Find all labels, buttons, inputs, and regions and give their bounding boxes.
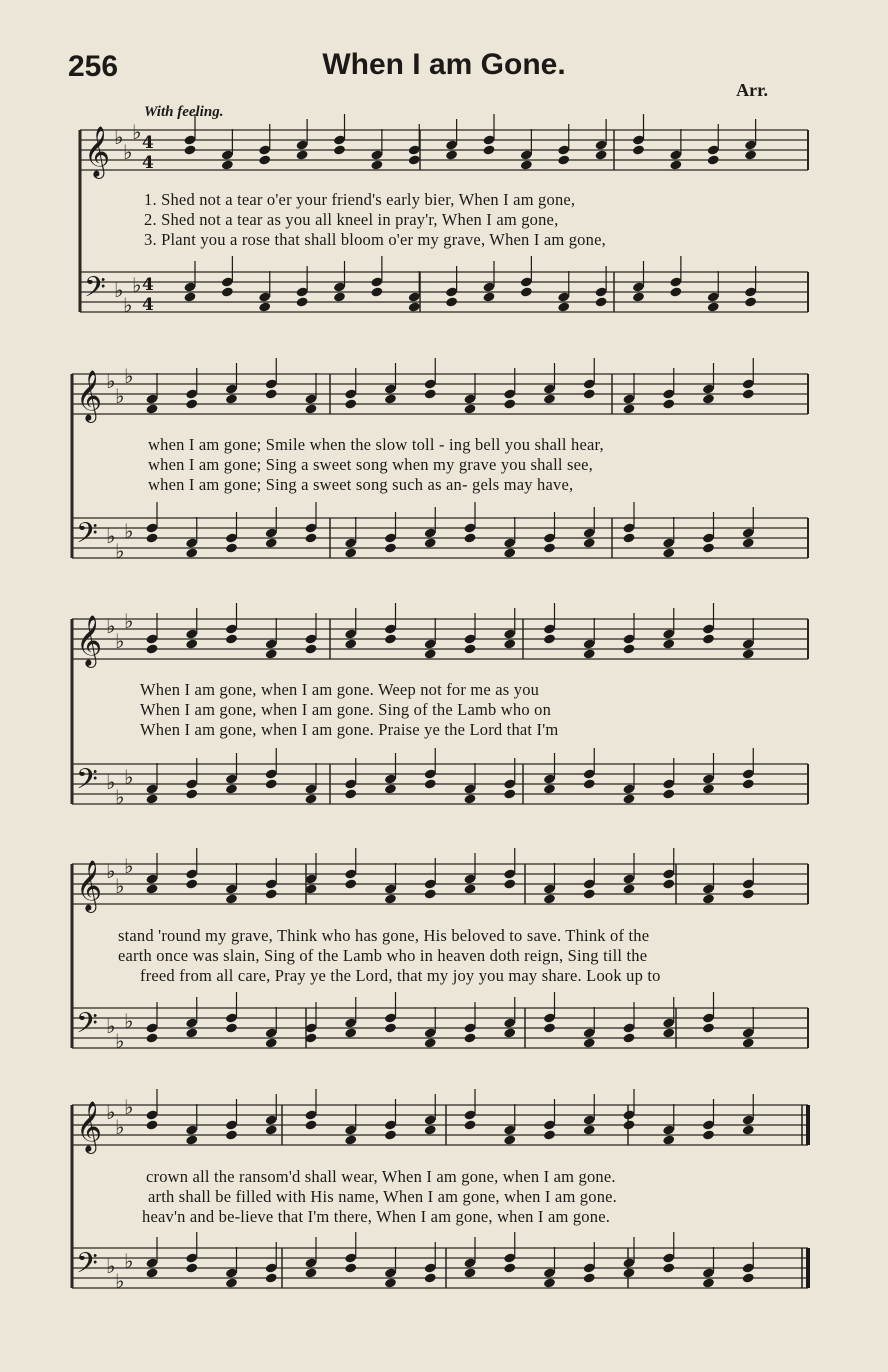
lyric-line: 1. Shed not a tear o'er your friend's early bier, When I am gone,: [144, 190, 576, 209]
note-head: [258, 301, 271, 312]
note-head: [145, 1032, 158, 1043]
note-head: [445, 149, 458, 160]
note-head: [333, 144, 346, 155]
treble-clef-icon: 𝄞: [76, 370, 103, 421]
note-head: [225, 783, 238, 794]
note-head: [424, 537, 437, 548]
bass-clef-icon: 𝄢: [76, 1007, 98, 1047]
note-head: [595, 296, 608, 307]
note-head: [424, 648, 437, 659]
note-head: [408, 154, 421, 165]
note-head: [304, 1267, 317, 1278]
note-head: [662, 878, 675, 889]
note-head: [384, 893, 397, 904]
note-head: [225, 1022, 238, 1033]
flat-sign-icon: ♭: [106, 1100, 116, 1124]
note-head: [463, 1267, 476, 1278]
time-signature-bottom: 4: [142, 295, 154, 315]
note-head: [702, 1129, 715, 1140]
note-head: [265, 1272, 278, 1283]
page-number: 256: [68, 50, 119, 83]
note-head: [543, 1277, 556, 1288]
note-head: [424, 1272, 437, 1283]
note-head: [463, 793, 476, 804]
note-head: [742, 537, 755, 548]
note-head: [622, 883, 635, 894]
note-head: [225, 1129, 238, 1140]
note-head: [583, 888, 596, 899]
note-head: [185, 1134, 198, 1145]
note-head: [185, 878, 198, 889]
time-signature-top: 4: [142, 275, 154, 295]
note-head: [185, 547, 198, 558]
note-head: [265, 537, 278, 548]
note-head: [543, 633, 556, 644]
time-signature-top: 4: [142, 133, 154, 153]
bass-clef-icon: 𝄢: [76, 517, 98, 557]
tempo-marking: With feeling.: [144, 104, 224, 120]
note-head: [463, 883, 476, 894]
note-head: [557, 154, 570, 165]
note-head: [183, 291, 196, 302]
flat-sign-icon: ♭: [123, 140, 133, 164]
note-head: [304, 403, 317, 414]
note-head: [583, 537, 596, 548]
note-head: [702, 542, 715, 553]
flat-sign-icon: ♭: [124, 1095, 134, 1119]
note-head: [662, 547, 675, 558]
note-head: [702, 633, 715, 644]
note-head: [482, 291, 495, 302]
note-head: [662, 788, 675, 799]
note-head: [622, 532, 635, 543]
arranger-credit: Arr.: [736, 80, 768, 100]
note-head: [707, 301, 720, 312]
note-head: [583, 1037, 596, 1048]
note-head: [424, 1037, 437, 1048]
note-head: [520, 286, 533, 297]
flat-sign-icon: ♭: [132, 120, 142, 144]
note-head: [742, 778, 755, 789]
note-head: [408, 301, 421, 312]
note-head: [520, 159, 533, 170]
note-head: [344, 547, 357, 558]
note-head: [265, 888, 278, 899]
flat-sign-icon: ♭: [114, 278, 124, 302]
lyric-line: heav'n and be-lieve that I'm there, When I am gone, when I am gone.: [142, 1207, 611, 1226]
note-head: [225, 633, 238, 644]
note-head: [543, 783, 556, 794]
note-head: [344, 1134, 357, 1145]
lyric-line: when I am gone; Sing a sweet song when my grave you shall see,: [148, 455, 593, 474]
note-head: [370, 286, 383, 297]
note-head: [742, 388, 755, 399]
note-head: [225, 393, 238, 404]
note-head: [424, 888, 437, 899]
note-head: [702, 783, 715, 794]
flat-sign-icon: ♭: [106, 770, 116, 794]
note-head: [742, 1037, 755, 1048]
flat-sign-icon: ♭: [123, 293, 133, 317]
note-head: [543, 893, 556, 904]
note-head: [662, 398, 675, 409]
note-head: [145, 403, 158, 414]
note-head: [344, 788, 357, 799]
lyric-line: when I am gone; Sing a sweet song such as an- gels may have,: [148, 475, 574, 494]
note-head: [744, 149, 757, 160]
note-head: [744, 296, 757, 307]
note-head: [543, 393, 556, 404]
note-head: [503, 1134, 516, 1145]
note-head: [622, 793, 635, 804]
note-head: [662, 1262, 675, 1273]
note-head: [583, 648, 596, 659]
lyric-line: arth shall be filled with His name, When I am gone, when I am gone.: [148, 1187, 618, 1206]
note-head: [225, 1277, 238, 1288]
bass-clef-icon: 𝄢: [76, 1247, 98, 1287]
note-head: [742, 888, 755, 899]
flat-sign-icon: ♭: [114, 125, 124, 149]
note-head: [384, 542, 397, 553]
note-head: [384, 1022, 397, 1033]
note-head: [503, 398, 516, 409]
note-head: [384, 783, 397, 794]
note-head: [145, 1267, 158, 1278]
note-head: [258, 154, 271, 165]
note-head: [543, 1022, 556, 1033]
note-head: [145, 793, 158, 804]
note-head: [185, 1262, 198, 1273]
note-head: [543, 1129, 556, 1140]
note-head: [304, 532, 317, 543]
note-head: [543, 542, 556, 553]
flat-sign-icon: ♭: [132, 273, 142, 297]
note-head: [265, 1124, 278, 1135]
lyric-line: crown all the ransom'd shall wear, When I am gone, when I am gone.: [146, 1167, 616, 1186]
note-head: [145, 532, 158, 543]
note-head: [225, 542, 238, 553]
note-head: [503, 878, 516, 889]
note-head: [221, 286, 234, 297]
note-head: [632, 144, 645, 155]
note-head: [384, 1277, 397, 1288]
note-head: [225, 893, 238, 904]
lyric-line: freed from all care, Pray ye the Lord, that my joy you may share. Look up to: [140, 966, 661, 985]
flat-sign-icon: ♭: [115, 1029, 125, 1053]
note-head: [185, 398, 198, 409]
flat-sign-icon: ♭: [115, 1115, 125, 1139]
note-head: [304, 793, 317, 804]
flat-sign-icon: ♭: [115, 1269, 125, 1293]
flat-sign-icon: ♭: [124, 609, 134, 633]
note-head: [183, 144, 196, 155]
lyric-line: when I am gone; Smile when the slow toll - ing bell you shall hear,: [148, 435, 604, 454]
note-head: [463, 643, 476, 654]
treble-clef-icon: 𝄞: [76, 615, 103, 666]
flat-sign-icon: ♭: [106, 369, 116, 393]
flat-sign-icon: ♭: [124, 1249, 134, 1273]
note-head: [662, 1027, 675, 1038]
note-head: [702, 1277, 715, 1288]
note-head: [662, 638, 675, 649]
note-head: [463, 1119, 476, 1130]
note-head: [344, 638, 357, 649]
lyric-line: 3. Plant you a rose that shall bloom o'er my grave, When I am gone,: [144, 230, 606, 249]
flat-sign-icon: ♭: [106, 524, 116, 548]
note-head: [463, 403, 476, 414]
note-head: [482, 144, 495, 155]
note-head: [296, 149, 309, 160]
note-head: [622, 1032, 635, 1043]
note-head: [384, 633, 397, 644]
treble-clef-icon: 𝄞: [84, 126, 111, 177]
note-head: [622, 1119, 635, 1130]
lyric-line: When I am gone, when I am gone. Sing of the Lamb who on: [140, 700, 552, 719]
note-head: [707, 154, 720, 165]
flat-sign-icon: ♭: [124, 765, 134, 789]
flat-sign-icon: ♭: [124, 854, 134, 878]
flat-sign-icon: ♭: [106, 614, 116, 638]
note-head: [742, 1124, 755, 1135]
note-head: [463, 1032, 476, 1043]
note-head: [595, 149, 608, 160]
lyric-line: When I am gone, when I am gone. Praise ye the Lord that I'm: [140, 720, 559, 739]
note-head: [185, 638, 198, 649]
note-head: [463, 532, 476, 543]
note-head: [145, 883, 158, 894]
note-head: [185, 788, 198, 799]
note-head: [145, 643, 158, 654]
note-head: [669, 286, 682, 297]
note-head: [622, 1267, 635, 1278]
note-head: [702, 1022, 715, 1033]
bass-clef-icon: 𝄢: [84, 271, 106, 311]
note-head: [632, 291, 645, 302]
note-head: [344, 1262, 357, 1273]
note-head: [384, 1129, 397, 1140]
note-head: [583, 1272, 596, 1283]
note-head: [185, 1027, 198, 1038]
bass-clef-icon: 𝄢: [76, 763, 98, 803]
note-head: [702, 393, 715, 404]
note-head: [622, 643, 635, 654]
note-head: [742, 1272, 755, 1283]
lyric-line: 2. Shed not a tear as you all kneel in pray'r, When I am gone,: [144, 210, 559, 229]
note-head: [669, 159, 682, 170]
note-head: [503, 638, 516, 649]
note-head: [344, 398, 357, 409]
note-head: [583, 778, 596, 789]
note-head: [265, 648, 278, 659]
flat-sign-icon: ♭: [124, 1009, 134, 1033]
flat-sign-icon: ♭: [115, 539, 125, 563]
flat-sign-icon: ♭: [124, 519, 134, 543]
flat-sign-icon: ♭: [115, 785, 125, 809]
note-head: [344, 1027, 357, 1038]
note-head: [424, 1124, 437, 1135]
note-head: [622, 403, 635, 414]
lyric-line: earth once was slain, Sing of the Lamb who in heaven doth reign, Sing till the: [118, 946, 648, 965]
note-head: [503, 1262, 516, 1273]
flat-sign-icon: ♭: [106, 859, 116, 883]
time-signature-bottom: 4: [142, 153, 154, 173]
note-head: [304, 1119, 317, 1130]
note-head: [370, 159, 383, 170]
note-head: [503, 547, 516, 558]
note-head: [702, 893, 715, 904]
lyric-line: When I am gone, when I am gone. Weep not for me as you: [140, 680, 540, 699]
hymn-title: When I am Gone.: [322, 48, 566, 81]
note-head: [304, 643, 317, 654]
note-head: [583, 1124, 596, 1135]
flat-sign-icon: ♭: [115, 874, 125, 898]
note-head: [503, 1027, 516, 1038]
note-head: [145, 1119, 158, 1130]
flat-sign-icon: ♭: [124, 364, 134, 388]
flat-sign-icon: ♭: [106, 1254, 116, 1278]
note-head: [265, 778, 278, 789]
treble-clef-icon: 𝄞: [76, 1101, 103, 1152]
note-head: [662, 1134, 675, 1145]
treble-clef-icon: 𝄞: [76, 860, 103, 911]
note-head: [265, 388, 278, 399]
note-head: [265, 1037, 278, 1048]
flat-sign-icon: ♭: [115, 384, 125, 408]
note-head: [424, 778, 437, 789]
note-head: [296, 296, 309, 307]
note-head: [221, 159, 234, 170]
note-head: [384, 393, 397, 404]
note-head: [424, 388, 437, 399]
note-head: [503, 788, 516, 799]
note-head: [583, 388, 596, 399]
flat-sign-icon: ♭: [115, 629, 125, 653]
flat-sign-icon: ♭: [106, 1014, 116, 1038]
lyric-line: stand 'round my grave, Think who has gone, His beloved to save. Think of the: [118, 926, 650, 945]
note-head: [557, 301, 570, 312]
note-head: [445, 296, 458, 307]
note-head: [333, 291, 346, 302]
note-head: [344, 878, 357, 889]
note-head: [742, 648, 755, 659]
